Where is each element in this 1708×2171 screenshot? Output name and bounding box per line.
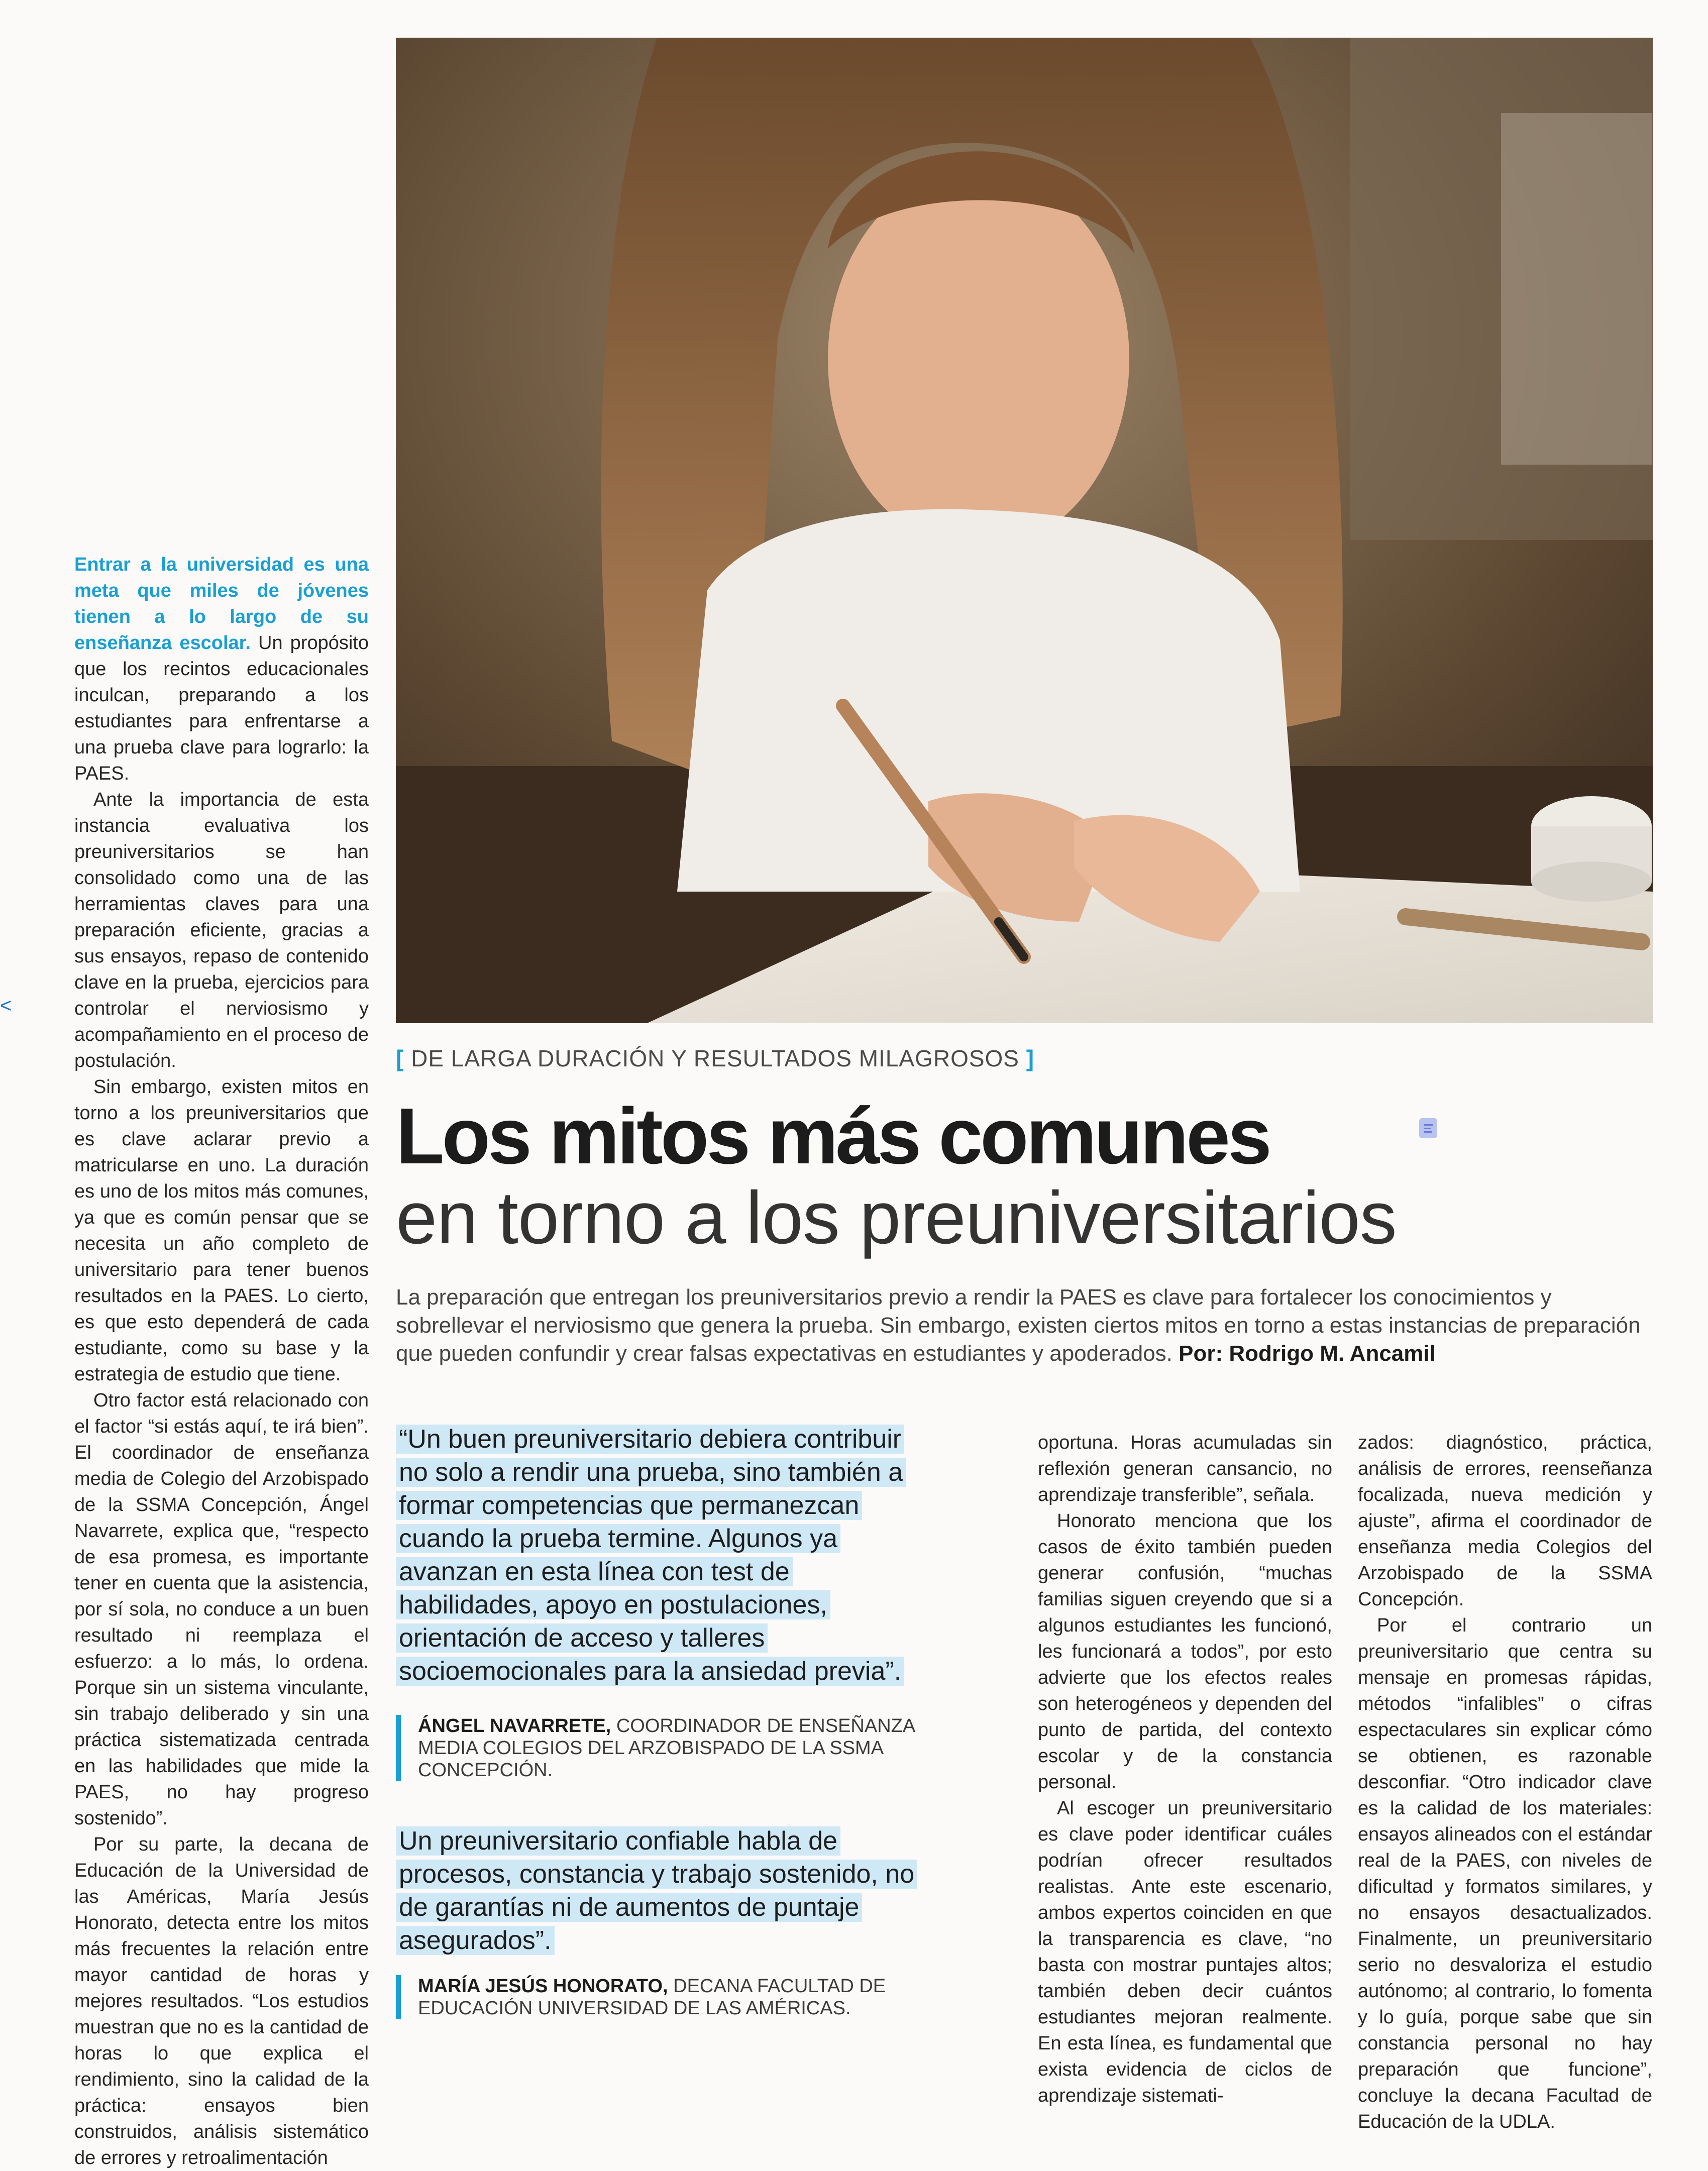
pull-quote-2-role: DECANA FACULTAD DE EDUCACIÓN UNIVERSIDAD DE LAS AMÉRICAS. bbox=[418, 1976, 886, 2019]
headline-line-2: en torno a los preuniversitarios bbox=[396, 1176, 1397, 1259]
kicker-bracket-open: [ bbox=[396, 1045, 404, 1071]
pull-quote-2-attribution bbox=[396, 1975, 920, 2019]
pull-quote-2 bbox=[396, 1824, 918, 1957]
pull-quote-1-attribution bbox=[396, 1715, 920, 1781]
sidebar-column bbox=[74, 552, 369, 2171]
pull-quote-2-name: MARÍA JESÚS HONORATO, bbox=[418, 1976, 668, 1997]
comment-note-icon[interactable] bbox=[1419, 1118, 1437, 1138]
col3-paragraph-3: Al escoger un preuniversitario es clave poder identificar cuáles podrían ofrecer resultados realistas. Ante este escenario, ambos expertos coinciden en que la transparencia es clave, “no basta con mostrar puntajes altos; también deben decir cuántos estudiantes mejoran realmente. En esta línea, es fundamental que exista evidencia de ciclos de aprendizaje sistemati- bbox=[1038, 1798, 1332, 2106]
sidebar-paragraph-5: Por su parte, la decana de Educación de la Universidad de las Américas, María Jesús Honorato, detecta entre los mitos más frecuentes la relación entre mayor cantidad de horas y mejores resultados. “Los estudios muestran que no es la cantidad de horas lo que explica el rendimiento, sino la calidad de la práctica: ensayos bien construidos, análisis sistemático de errores y retroalimentación bbox=[74, 1834, 369, 2168]
pull-quote-1-role: COORDINADOR DE ENSEÑANZA MEDIA COLEGIOS DEL ARZOBISPADO DE LA SSMA CONCEPCIÓN. bbox=[418, 1715, 915, 1781]
body-column-3 bbox=[1038, 1430, 1332, 2109]
col3-paragraph-2: Honorato menciona que los casos de éxito también pueden generar confusión, “muchas familias siguen creyendo que si a algunos estudiantes les funcionó, les funcionará a todos”, por esto advierte que los efectos reales son heterogéneos y dependen del punto de partida, del contexto escolar y de la constancia personal. bbox=[1038, 1510, 1332, 1793]
headline-line-1: Los mitos más comunes bbox=[396, 1092, 1269, 1180]
body-column-4 bbox=[1358, 1430, 1652, 2135]
sidebar-paragraph-3: Sin embargo, existen mitos en torno a los preuniversitarios que es clave aclarar previo a matricularse en uno. La duración es uno de los mitos más comunes, ya que es común pensar que se necesita un año completo de universitario para tener buenos resultados en la PAES. Lo cierto, es que esto dependerá de cada estudiante, como su base y la estrategia de estudio que tiene. bbox=[74, 1076, 369, 1385]
deck bbox=[396, 1283, 1652, 1368]
byline: Por: Rodrigo M. Ancamil bbox=[1179, 1341, 1436, 1366]
sidebar-text-1: Un propósito que los recintos educacionales inculcan, preparando a los estudiantes para enfrentarse a una prueba clave para lograrlo: la PAES. bbox=[74, 632, 369, 784]
hero-photo bbox=[396, 38, 1653, 1023]
pull-quote-1 bbox=[396, 1423, 918, 1688]
pull-quote-1-text: “Un buen preuniversitario debiera contribuir no solo a rendir una prueba, sino también a formar competencias que permanezcan cuando la prueba termine. Algunos ya avanzan en esta línea con test de habilidades, apoyo en postulaciones, orientación de acceso y talleres socioemocionales para la ansiedad previa”. bbox=[396, 1425, 906, 1686]
girl-writing-image bbox=[396, 38, 1653, 1023]
pull-quote-1-name: ÁNGEL NAVARRETE, bbox=[418, 1715, 611, 1736]
deck-text: La preparación que entregan los preuniversitarios previo a rendir la PAES es clave para fortalecer los conocimientos y sobrellevar el nerviosismo que genera la prueba. Sin embargo, existen ciertos mitos en torno a estas instancias de preparación que pueden confundir y crear falsas expectativas en estudiantes y apoderados. bbox=[396, 1285, 1641, 1366]
kicker-text: DE LARGA DURACIÓN Y RESULTADOS MILAGROSOS bbox=[411, 1045, 1019, 1071]
sidebar-paragraph-2: Ante la importancia de esta instancia evaluativa los preuniversitarios se han consolidado como una de las herramientas claves para una preparación eficiente, gracias a sus ensayos, repaso de contenido clave en la prueba, ejercicios para controlar el nerviosismo y acompañamiento en el proceso de postulación. bbox=[74, 789, 369, 1071]
col3-paragraph-1: oportuna. Horas acumuladas sin reflexión generan cansancio, no aprendizaje transferible”, señala. bbox=[1038, 1432, 1332, 1505]
kicker-bracket-close: ] bbox=[1026, 1045, 1035, 1071]
sidebar-paragraph-1 bbox=[74, 552, 369, 787]
pull-quote-2-text: Un preuniversitario confiable habla de procesos, constancia y trabajo sostenido, no de garantías ni de aumentos de puntaje asegurados”. bbox=[396, 1826, 917, 1955]
sidebar-paragraph-4: Otro factor está relacionado con el factor “si estás aquí, te irá bien”. El coordinador de enseñanza media de Colegio del Arzobispado de la SSMA Concepción, Ángel Navarrete, explica que, “respecto de esa promesa, es importante tener en cuenta que la asistencia, por sí sola, no conduce a un buen resultado ni reemplaza el esfuerzo: a lo más, lo ordena. Porque sin un sistema vinculante, sin trabajo deliberado y sin una práctica sistematizada centrada en las habilidades que mide la PAES, no hay progreso sostenido”. bbox=[74, 1390, 369, 1829]
col4-paragraph-1: zados: diagnóstico, práctica, análisis de errores, reenseñanza focalizada, nueva medición y ajuste”, afirma el coordinador de enseñanza media Colegios del Arzobispado de la SSMA Concepción. bbox=[1358, 1432, 1652, 1610]
edge-mark: < bbox=[0, 995, 12, 1017]
kicker bbox=[396, 1045, 1034, 1072]
sidebar-lead: Entrar a la universidad es una meta que miles de jóvenes tienen a lo largo de su enseñanza escolar. bbox=[74, 554, 369, 654]
col4-paragraph-2: Por el contrario un preuniversitario que centra su mensaje en promesas rápidas, métodos “infalibles” o cifras espectaculares sin explicar cómo se obtienen, es razonable desconfiar. “Otro indicador clave es la calidad de los materiales: ensayos alineados con el estándar real de la PAES, con niveles de dificultad y formatos similares, y no ensayos desactualizados. Finalmente, un preuniversitario serio no desvaloriza el estudio autónomo; al contrario, lo fomenta y lo guía, porque sabe que sin constancia personal no hay preparación que funcione”, concluye la decana Facultad de Educación de la UDLA. bbox=[1358, 1615, 1652, 2132]
